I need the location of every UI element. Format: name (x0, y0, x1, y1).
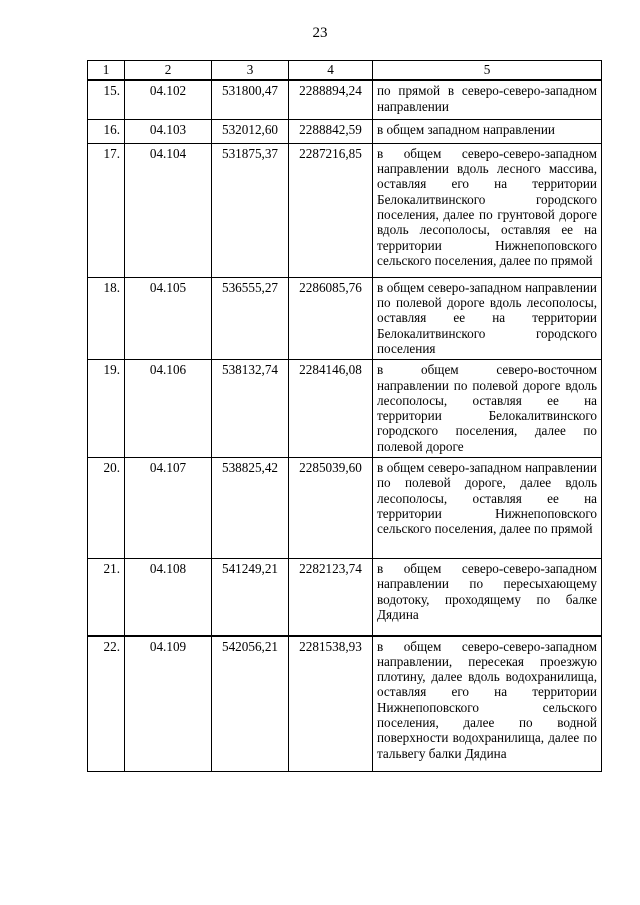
point-code: 04.104 (125, 143, 212, 277)
y-coordinate: 2284146,08 (289, 360, 373, 458)
direction-description: в общем северо-западном направлении по полевой дороге, далее вдоль лесополосы, оставляя ее на территории Нижнепоповского сельского поселения, далее по прямой (373, 458, 602, 559)
row-number: 15. (88, 80, 125, 119)
table-row (88, 458, 602, 559)
x-coordinate: 531875,37 (212, 143, 289, 277)
row-number: 16. (88, 119, 125, 143)
y-coordinate: 2281538,93 (289, 636, 373, 772)
table-row (88, 636, 602, 772)
page-number: 23 (312, 25, 328, 41)
table-row (88, 80, 602, 119)
y-coordinate: 2288894,24 (289, 80, 373, 119)
row-number: 19. (88, 360, 125, 458)
point-code: 04.107 (125, 458, 212, 559)
point-code: 04.109 (125, 636, 212, 772)
x-coordinate: 536555,27 (212, 277, 289, 359)
x-coordinate: 542056,21 (212, 636, 289, 772)
direction-description: в общем северо-северо-западном направлении по пересыхающему водотоку, проходящему по балке Дядина (373, 559, 602, 636)
column-header: 3 (212, 61, 289, 81)
y-coordinate: 2285039,60 (289, 458, 373, 559)
column-header: 1 (88, 61, 125, 81)
row-number: 21. (88, 559, 125, 636)
table-row (88, 277, 602, 359)
y-coordinate: 2288842,59 (289, 119, 373, 143)
x-coordinate: 531800,47 (212, 80, 289, 119)
y-coordinate: 2286085,76 (289, 277, 373, 359)
point-code: 04.102 (125, 80, 212, 119)
direction-description: в общем западном направлении (373, 119, 602, 143)
table-row (88, 559, 602, 636)
row-number: 22. (88, 636, 125, 772)
table-header-row (88, 61, 602, 81)
y-coordinate: 2282123,74 (289, 559, 373, 636)
y-coordinate: 2287216,85 (289, 143, 373, 277)
column-header: 5 (373, 61, 602, 81)
table-row (88, 143, 602, 277)
direction-description: по прямой в северо-северо-западном направлении (373, 80, 602, 119)
point-code: 04.108 (125, 559, 212, 636)
direction-description: в общем северо-северо-западном направлении вдоль лесного массива, оставляя его на территории Белокалитвинского городского поселения, далее по грунтовой дороге вдоль лесополосы, оставляя ее на территории Нижнепоповского сельского поселения, далее по прямой (373, 143, 602, 277)
column-header: 2 (125, 61, 212, 81)
boundary-points-table (87, 60, 602, 772)
row-number: 17. (88, 143, 125, 277)
table-row (88, 119, 602, 143)
direction-description: в общем северо-восточном направлении по полевой дороге вдоль лесополосы, оставляя ее на территории Белокалитвинского городского поселения, далее по полевой дороге (373, 360, 602, 458)
direction-description: в общем северо-северо-западном направлении, пересекая проезжую плотину, далее вдоль водохранилища, оставляя его на территории Нижнепоповского сельского поселения, далее по водной поверхности водохранилища, далее по тальвегу балки Дядина (373, 636, 602, 772)
point-code: 04.103 (125, 119, 212, 143)
x-coordinate: 538825,42 (212, 458, 289, 559)
point-code: 04.106 (125, 360, 212, 458)
x-coordinate: 532012,60 (212, 119, 289, 143)
direction-description: в общем северо-западном направлении по полевой дороге вдоль лесополосы, оставляя ее на территории Белокалитвинского городского поселения (373, 277, 602, 359)
point-code: 04.105 (125, 277, 212, 359)
table-row (88, 360, 602, 458)
column-header: 4 (289, 61, 373, 81)
x-coordinate: 541249,21 (212, 559, 289, 636)
row-number: 20. (88, 458, 125, 559)
x-coordinate: 538132,74 (212, 360, 289, 458)
row-number: 18. (88, 277, 125, 359)
